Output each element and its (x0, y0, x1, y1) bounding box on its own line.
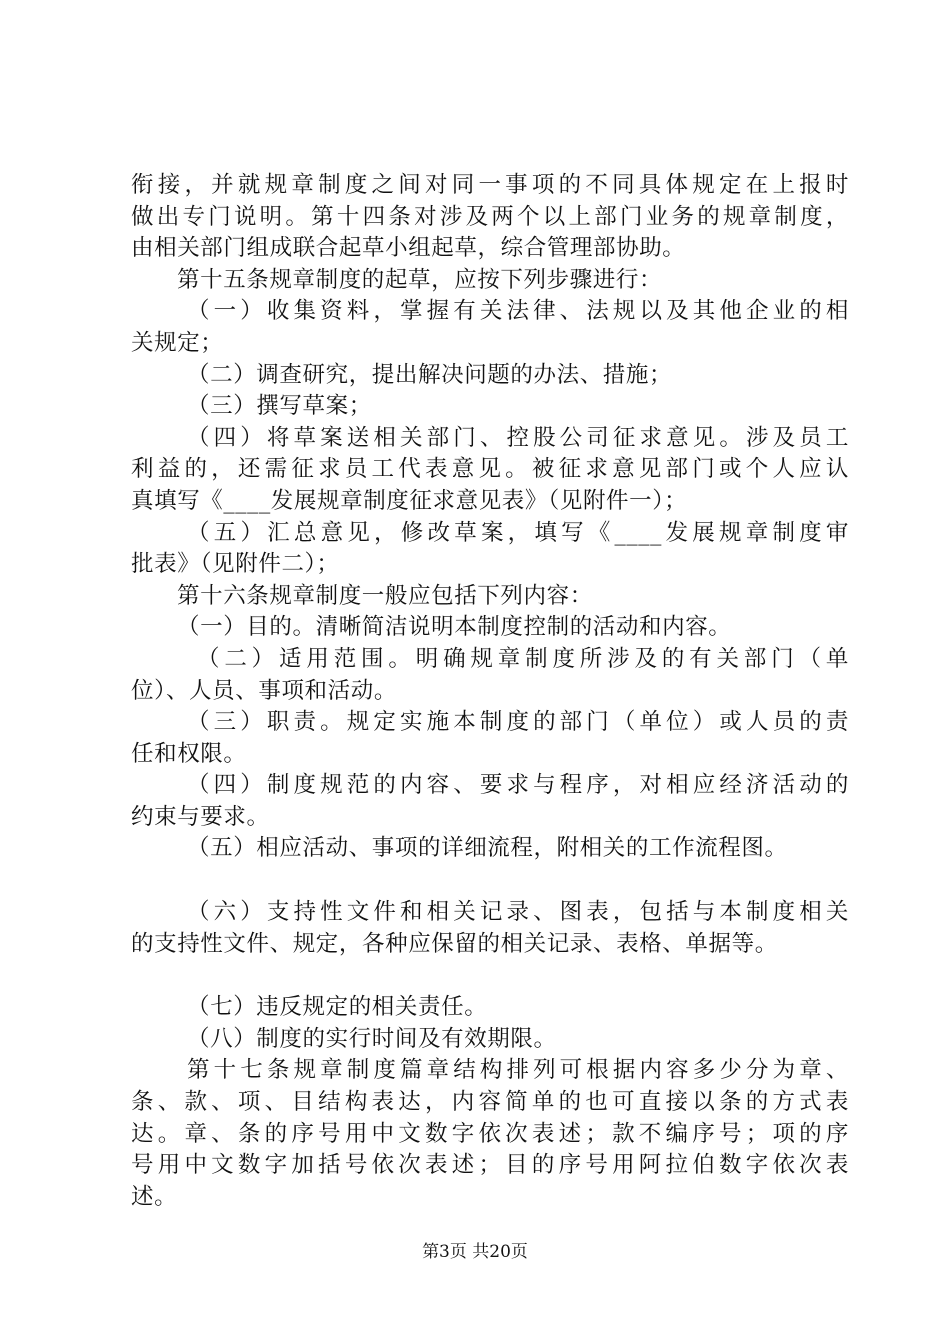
paragraph-gap (131, 960, 849, 992)
text-line: （一）目的。清晰简洁说明本制度控制的活动和内容。 (177, 614, 732, 641)
text-line: 由相关部门组成联合起草小组起草，综合管理部协助。 (131, 235, 686, 262)
text-line: 号用中文数字加括号依次表述；目的序号用阿拉伯数字依次表 (131, 1152, 849, 1179)
text-line: 位）、人员、事项和活动。 (131, 677, 397, 704)
text-line: （五）相应活动、事项的详细流程，附相关的工作流程图。 (187, 835, 788, 862)
text-line: 约束与要求。 (131, 803, 270, 830)
paragraph-gap (131, 865, 849, 897)
text-line: 任和权限。 (131, 740, 247, 767)
text-line: （六）支持性文件和相关记录、图表，包括与本制度相关 (187, 899, 849, 926)
text-line: （三）撰写草案； (187, 393, 372, 420)
text-line: （四）制度规范的内容、要求与程序，对相应经济活动的 (187, 772, 849, 799)
text-line: （三）职责。规定实施本制度的部门（单位）或人员的责 (187, 709, 849, 736)
text-line: 第十七条规章制度篇章结构排列可根据内容多少分为章、 (187, 1057, 849, 1084)
text-line: 真填写《____发展规章制度征求意见表》（见附件一）； (131, 487, 688, 514)
text-line: 关规定； (131, 329, 224, 356)
text-line: 的支持性文件、规定，各种应保留的相关记录、表格、单据等。 (131, 930, 778, 957)
document-body (131, 170, 849, 1213)
text-line: 第十六条规章制度一般应包括下列内容： (177, 582, 593, 609)
text-line: （二）调查研究，提出解决问题的办法、措施； (187, 361, 673, 388)
text-line: （一）收集资料，掌握有关法律、法规以及其他企业的相 (187, 298, 849, 325)
text-line: 第十五条规章制度的起草，应按下列步骤进行： (177, 266, 663, 293)
text-line: 条、款、项、目结构表达，内容简单的也可直接以条的方式表 (131, 1089, 849, 1116)
text-line: （七）违反规定的相关责任。 (187, 994, 488, 1021)
page-number-footer: 第3页 共20页 (422, 1242, 528, 1262)
text-line: 做出专门说明。第十四条对涉及两个以上部门业务的规章制度， (131, 203, 849, 230)
text-line: （四）将草案送相关部门、控股公司征求意见。涉及员工 (187, 424, 849, 451)
text-line: （八）制度的实行时间及有效期限。 (187, 1025, 557, 1052)
text-line: 述。 (131, 1183, 178, 1210)
text-line: （二）适用范围。明确规章制度所涉及的有关部门（单 (197, 645, 849, 672)
text-line: 达。章、条的序号用中文数字依次表述；款不编序号；项的序 (131, 1120, 849, 1147)
text-line: 衔接，并就规章制度之间对同一事项的不同具体规定在上报时 (131, 172, 849, 198)
text-line: （五）汇总意见，修改草案，填写《____发展规章制度审 (187, 519, 849, 546)
text-line: 批表》（见附件二）； (131, 551, 340, 578)
text-line: 利益的，还需征求员工代表意见。被征求意见部门或个人应认 (131, 456, 849, 483)
